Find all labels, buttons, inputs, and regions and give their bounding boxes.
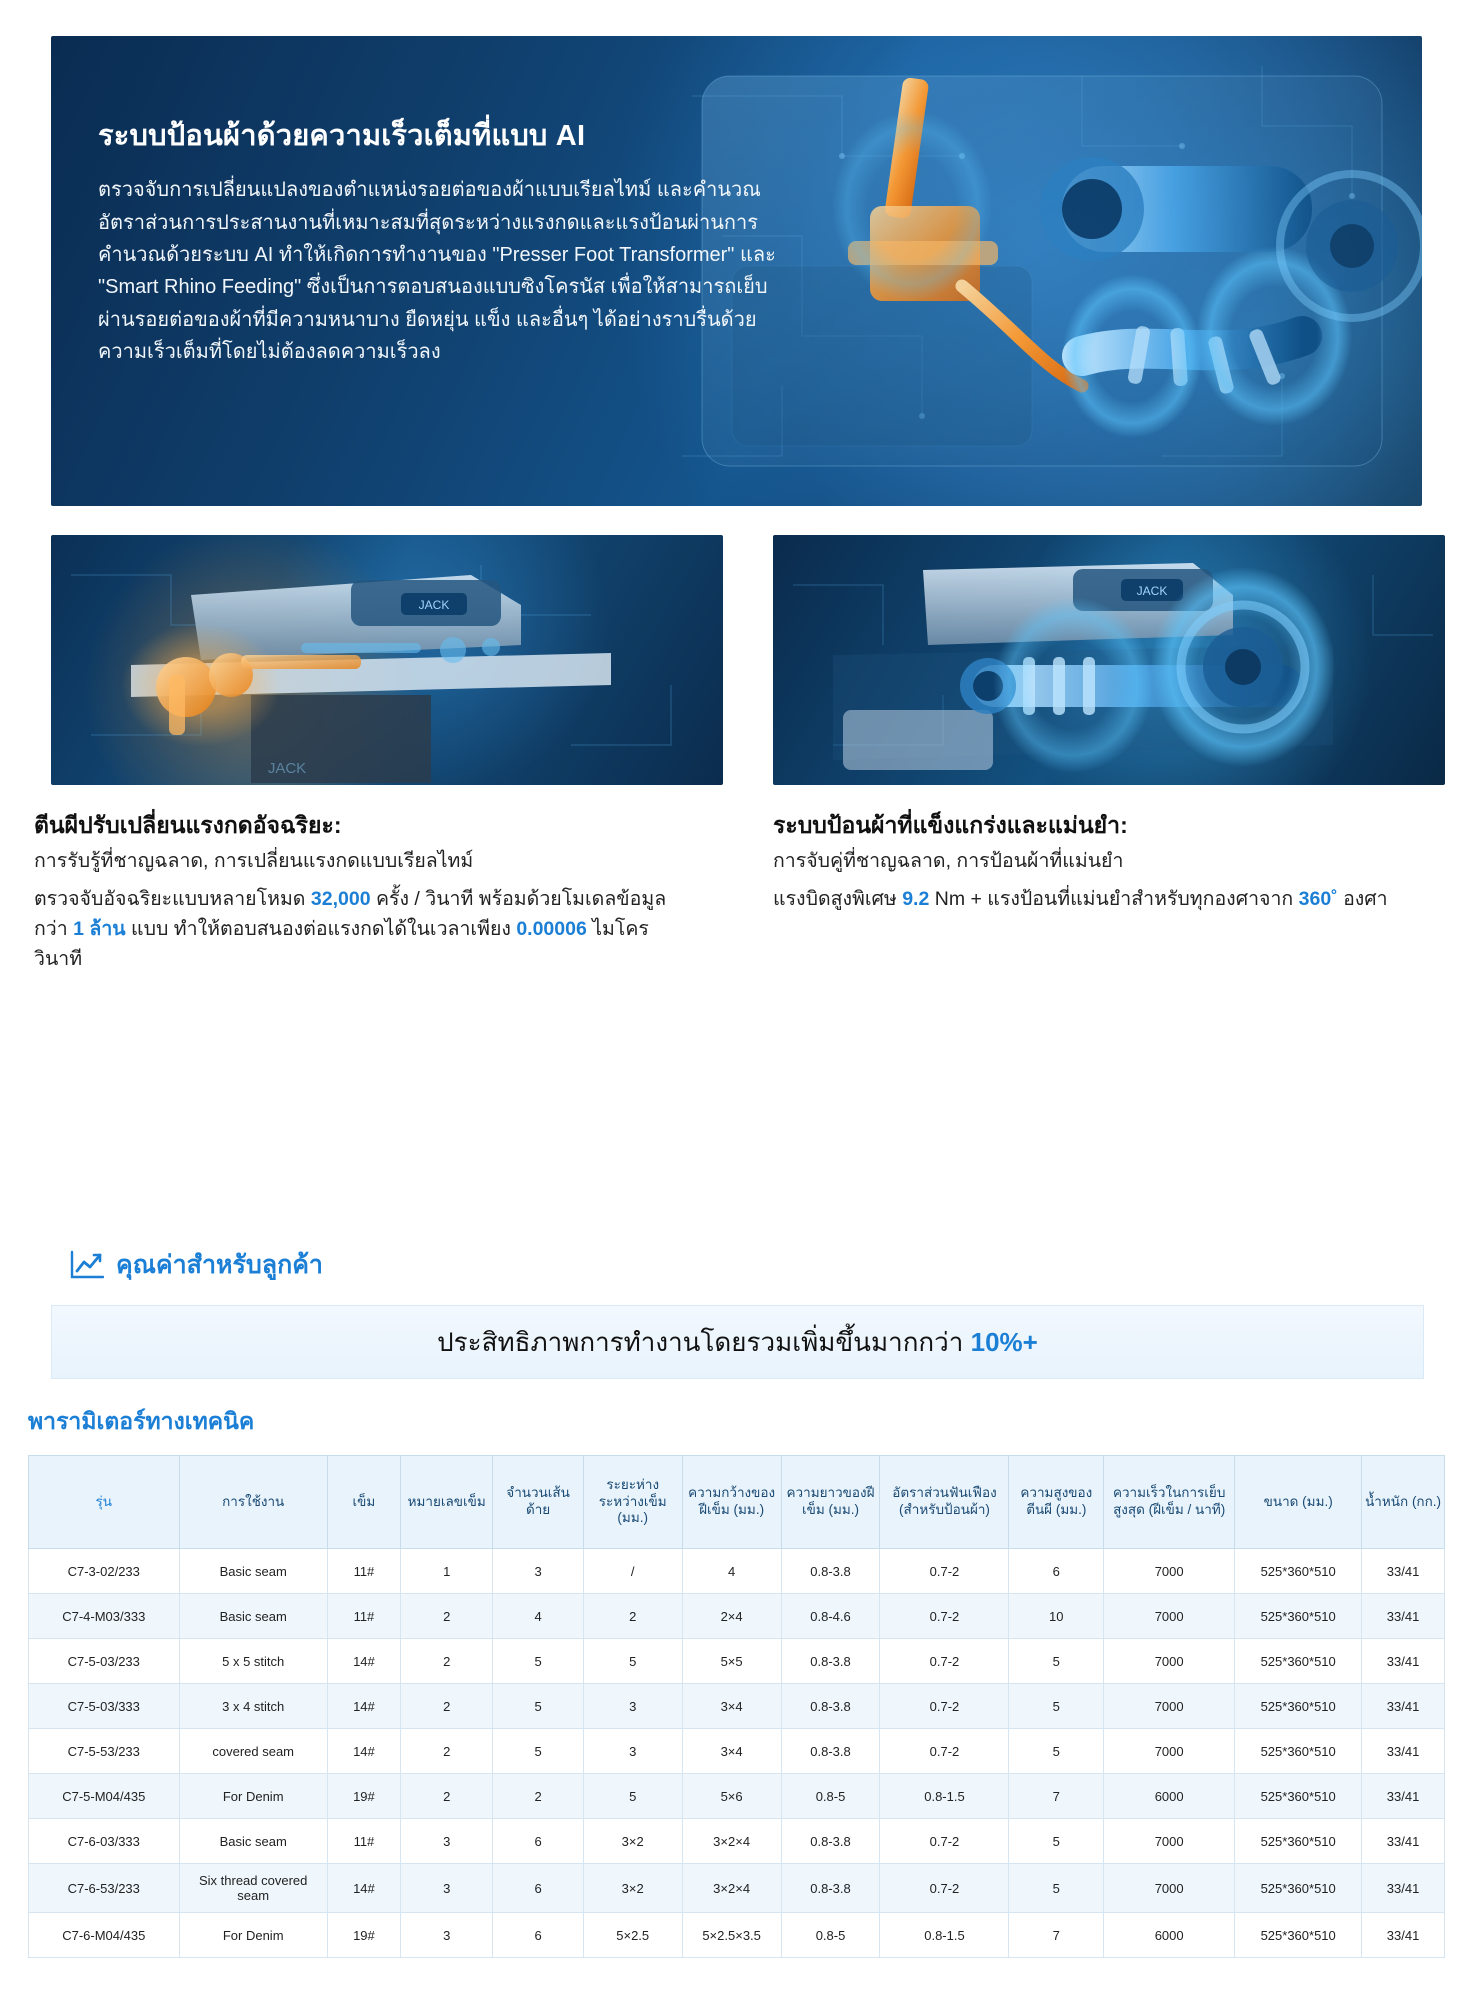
cell-value: 10	[1009, 1594, 1104, 1639]
cell-value: 0.7-2	[880, 1729, 1009, 1774]
cell-value: 525*360*510	[1235, 1729, 1362, 1774]
hero-banner	[51, 36, 1422, 506]
th-stitch-width: ความกว้างของฝีเข็ม (มม.)	[682, 1456, 781, 1549]
cell-value: 7000	[1104, 1684, 1235, 1729]
feature-subheading-right: การจับคู่ที่ชาญฉลาด, การป้อนผ้าที่แม่นยำ	[773, 850, 1124, 872]
table-header-row	[29, 1456, 1445, 1549]
cell-value: 0.8-3.8	[781, 1549, 880, 1594]
cell-value: 6	[493, 1913, 583, 1958]
cell-value: 0.8-5	[781, 1774, 880, 1819]
cell-value: 0.8-1.5	[880, 1913, 1009, 1958]
cell-model: C7-5-53/233	[29, 1729, 180, 1774]
cell-value: 14#	[327, 1639, 400, 1684]
svg-text:JACK: JACK	[418, 598, 450, 612]
cell-value: 2	[400, 1774, 492, 1819]
cell-value: 2	[400, 1639, 492, 1684]
cell-value: 0.8-4.6	[781, 1594, 880, 1639]
cell-value: 5×6	[682, 1774, 781, 1819]
cell-usage: 3 x 4 stitch	[179, 1684, 327, 1729]
cell-value: 3	[493, 1549, 583, 1594]
th-model: รุ่น	[29, 1456, 180, 1549]
feature-subheading-left: การรับรู้ที่ชาญฉลาด, การเปลี่ยนแรงกดแบบเรียลไทม์	[34, 850, 474, 872]
cell-value: 0.7-2	[880, 1639, 1009, 1684]
customer-value-title: คุณค่าสำหรับลูกค้า	[116, 1251, 323, 1279]
svg-text:JACK: JACK	[267, 760, 307, 777]
th-weight: น้ำหนัก (กก.)	[1362, 1456, 1445, 1549]
th-presser-height: ความสูงของตีนผี (มม.)	[1009, 1456, 1104, 1549]
cell-value: 7000	[1104, 1864, 1235, 1913]
th-needle-number: หมายเลขเข็ม	[400, 1456, 492, 1549]
cell-value: 2×4	[682, 1594, 781, 1639]
cell-usage: For Denim	[179, 1913, 327, 1958]
cell-usage: covered seam	[179, 1729, 327, 1774]
cell-value: 3	[583, 1729, 682, 1774]
svg-text:JACK: JACK	[1136, 584, 1168, 598]
cell-value: 33/41	[1362, 1774, 1445, 1819]
cell-value: 33/41	[1362, 1684, 1445, 1729]
cell-model: C7-3-02/233	[29, 1549, 180, 1594]
tech-params-title: พารามิเตอร์ทางเทคนิค	[28, 1408, 255, 1434]
banner-prefix: ประสิทธิภาพการทำงานโดยรวมเพิ่มขึ้นมากกว่า	[437, 1326, 971, 1357]
cell-value: 33/41	[1362, 1864, 1445, 1913]
table-body	[29, 1549, 1445, 1958]
table-row	[29, 1819, 1445, 1864]
cell-value: 0.7-2	[880, 1864, 1009, 1913]
cell-value: 1	[400, 1549, 492, 1594]
cell-value: 6	[1009, 1549, 1104, 1594]
cell-value: 525*360*510	[1235, 1684, 1362, 1729]
cell-value: 0.8-5	[781, 1913, 880, 1958]
body-text-run: องศา	[1337, 888, 1388, 910]
hero-text-block	[98, 118, 778, 369]
cell-usage: For Denim	[179, 1774, 327, 1819]
cell-value: 11#	[327, 1594, 400, 1639]
body-text-run: ครั้ง / วินาที พร้อมด้วยโมเดลข้อมูลกว่า	[34, 888, 667, 941]
cell-value: 11#	[327, 1819, 400, 1864]
feature-image-presser-foot	[51, 535, 723, 785]
cell-value: 3	[400, 1864, 492, 1913]
cell-value: 3	[583, 1684, 682, 1729]
cell-value: 5	[1009, 1639, 1104, 1684]
cell-value: 6	[493, 1864, 583, 1913]
presser-foot-illustration	[51, 535, 723, 785]
table-row	[29, 1774, 1445, 1819]
cell-value: 0.7-2	[880, 1549, 1009, 1594]
cell-value: 3×4	[682, 1684, 781, 1729]
cell-value: 5×2.5×3.5	[682, 1913, 781, 1958]
cell-model: C7-5-03/333	[29, 1684, 180, 1729]
body-text-run: แบบ ทำให้ตอบสนองต่อแรงกดได้ในเวลาเพียง	[125, 918, 517, 941]
table-row	[29, 1864, 1445, 1913]
feature-body-right	[773, 884, 1413, 914]
cell-value: 2	[400, 1729, 492, 1774]
cell-usage: 5 x 5 stitch	[179, 1639, 327, 1684]
feature-heading-right: ระบบป้อนผ้าที่แข็งแกร่งและแม่นยำ:	[773, 812, 1128, 838]
table-row	[29, 1684, 1445, 1729]
highlight-value: 9.2	[902, 888, 930, 910]
cell-value: 525*360*510	[1235, 1864, 1362, 1913]
cell-value: 0.8-3.8	[781, 1684, 880, 1729]
cell-usage: Basic seam	[179, 1819, 327, 1864]
cell-usage: Six thread covered seam	[179, 1864, 327, 1913]
cell-value: 3	[400, 1819, 492, 1864]
cell-value: 5×2.5	[583, 1913, 682, 1958]
cell-value: 0.7-2	[880, 1819, 1009, 1864]
body-text-run: ตรวจจับอัจฉริยะแบบหลายโหมด	[34, 888, 311, 910]
cell-value: 2	[400, 1684, 492, 1729]
cell-value: 33/41	[1362, 1729, 1445, 1774]
cell-value: 525*360*510	[1235, 1639, 1362, 1684]
cell-value: 14#	[327, 1864, 400, 1913]
body-text-run: ไมโครวินาที	[34, 918, 649, 971]
cell-value: 7000	[1104, 1729, 1235, 1774]
cell-value: 7	[1009, 1913, 1104, 1958]
highlight-value: 360˚	[1298, 888, 1338, 910]
feature-heading-left: ตีนผีปรับเปลี่ยนแรงกดอัจฉริยะ:	[34, 812, 342, 838]
cell-value: 7	[1009, 1774, 1104, 1819]
cell-value: 33/41	[1362, 1819, 1445, 1864]
banner-highlight: 10%+	[970, 1326, 1038, 1357]
cell-value: 3×2×4	[682, 1819, 781, 1864]
cell-value: 33/41	[1362, 1549, 1445, 1594]
cell-value: 6000	[1104, 1774, 1235, 1819]
cell-value: 7000	[1104, 1549, 1235, 1594]
hero-body: ตรวจจับการเปลี่ยนแปลงของตำแหน่งรอยต่อของผ้าแบบเรียลไทม์ และคำนวณอัตราส่วนการประสานงานที่เหมาะสมที่สุดระหว่างแรงกดและแรงป้อนผ่านการคำนวณด้วยระบบ AI ทำให้เกิดการทำงานของ "Presser Foot Transformer" และ "Smart Rhino Feeding" ซึ่งเป็นการตอบสนองแบบซิงโครนัส เพื่อให้สามารถเย็บผ่านรอยต่อของผ้าที่มีความหนาบาง ยืดหยุ่น แข็ง และอื่นๆ ได้อย่างราบรื่นด้วยความเร็วเต็มที่โดยไม่ต้องลดความเร็วลง	[98, 179, 776, 364]
cell-value: 11#	[327, 1549, 400, 1594]
cell-model: C7-6-M04/435	[29, 1913, 180, 1958]
table-row	[29, 1639, 1445, 1684]
cell-value: 0.8-3.8	[781, 1639, 880, 1684]
th-dimensions: ขนาด (มม.)	[1235, 1456, 1362, 1549]
cell-value: 7000	[1104, 1639, 1235, 1684]
cell-usage: Basic seam	[179, 1594, 327, 1639]
cell-value: 2	[400, 1594, 492, 1639]
highlight-value: 32,000	[310, 888, 371, 910]
table-row	[29, 1594, 1445, 1639]
th-thread-count: จำนวนเส้นด้าย	[493, 1456, 583, 1549]
cell-value: 5	[1009, 1819, 1104, 1864]
cell-usage: Basic seam	[179, 1549, 327, 1594]
cell-value: 14#	[327, 1729, 400, 1774]
chart-growth-icon	[70, 1250, 104, 1280]
cell-value: 525*360*510	[1235, 1594, 1362, 1639]
cell-value: 3×2	[583, 1864, 682, 1913]
cell-value: 5	[583, 1639, 682, 1684]
th-needle-gauge: ระยะห่างระหว่างเข็ม (มม.)	[583, 1456, 682, 1549]
cell-value: 5	[1009, 1729, 1104, 1774]
th-needle: เข็ม	[327, 1456, 400, 1549]
th-usage: การใช้งาน	[179, 1456, 327, 1549]
feature-image-feeding-system	[773, 535, 1445, 785]
cell-value: 2	[493, 1774, 583, 1819]
body-text-run: Nm + แรงป้อนที่แม่นยำสำหรับทุกองศาจาก	[929, 888, 1299, 910]
cell-value: 14#	[327, 1684, 400, 1729]
cell-value: 7000	[1104, 1819, 1235, 1864]
cell-value: 33/41	[1362, 1594, 1445, 1639]
cell-value: 3×4	[682, 1729, 781, 1774]
cell-value: 19#	[327, 1913, 400, 1958]
cell-value: 7000	[1104, 1594, 1235, 1639]
cell-value: 3×2×4	[682, 1864, 781, 1913]
feature-body-left	[34, 884, 674, 975]
customer-value-banner-text	[437, 1322, 1038, 1363]
cell-value: 6	[493, 1819, 583, 1864]
cell-value: 525*360*510	[1235, 1913, 1362, 1958]
cell-value: 525*360*510	[1235, 1774, 1362, 1819]
cell-value: 33/41	[1362, 1639, 1445, 1684]
cell-value: 3×2	[583, 1819, 682, 1864]
th-stitch-length: ความยาวของฝีเข็ม (มม.)	[781, 1456, 880, 1549]
table-row	[29, 1729, 1445, 1774]
cell-value: 5	[1009, 1684, 1104, 1729]
cell-value: 6000	[1104, 1913, 1235, 1958]
cell-value: 2	[583, 1594, 682, 1639]
cell-value: 5	[1009, 1864, 1104, 1913]
cell-value: 0.8-3.8	[781, 1864, 880, 1913]
th-max-speed: ความเร็วในการเย็บสูงสุด (ฝีเข็ม / นาที)	[1104, 1456, 1235, 1549]
cell-value: 3	[400, 1913, 492, 1958]
cell-value: 4	[682, 1549, 781, 1594]
cell-model: C7-4-M03/333	[29, 1594, 180, 1639]
cell-value: 33/41	[1362, 1913, 1445, 1958]
cell-model: C7-6-53/233	[29, 1864, 180, 1913]
cell-value: 5	[493, 1684, 583, 1729]
table-row	[29, 1913, 1445, 1958]
cell-value: 0.8-1.5	[880, 1774, 1009, 1819]
cell-value: 525*360*510	[1235, 1819, 1362, 1864]
th-gear-ratio: อัตราส่วนฟันเฟือง (สำหรับป้อนผ้า)	[880, 1456, 1009, 1549]
cell-value: 0.7-2	[880, 1684, 1009, 1729]
cell-value: 0.7-2	[880, 1594, 1009, 1639]
feeding-system-illustration	[773, 535, 1445, 785]
tech-params-table	[28, 1455, 1445, 1958]
cell-value: 5	[583, 1774, 682, 1819]
hero-title: ระบบป้อนผ้าด้วยความเร็วเต็มที่แบบ AI	[98, 120, 586, 152]
cell-model: C7-5-M04/435	[29, 1774, 180, 1819]
highlight-value: 0.00006	[516, 918, 587, 941]
cell-value: 5	[493, 1729, 583, 1774]
cell-value: 4	[493, 1594, 583, 1639]
body-text-run: แรงบิดสูงพิเศษ	[773, 888, 903, 910]
customer-value-banner	[51, 1305, 1424, 1379]
customer-value-header	[70, 1245, 323, 1285]
highlight-value: 1 ล้าน	[73, 918, 126, 941]
cell-value: 5×5	[682, 1639, 781, 1684]
table-row	[29, 1549, 1445, 1594]
cell-value: 0.8-3.8	[781, 1819, 880, 1864]
cell-value: 525*360*510	[1235, 1549, 1362, 1594]
cell-value: 0.8-3.8	[781, 1729, 880, 1774]
cell-model: C7-6-03/333	[29, 1819, 180, 1864]
cell-value: 5	[493, 1639, 583, 1684]
cell-value: /	[583, 1549, 682, 1594]
cell-model: C7-5-03/233	[29, 1639, 180, 1684]
cell-value: 19#	[327, 1774, 400, 1819]
